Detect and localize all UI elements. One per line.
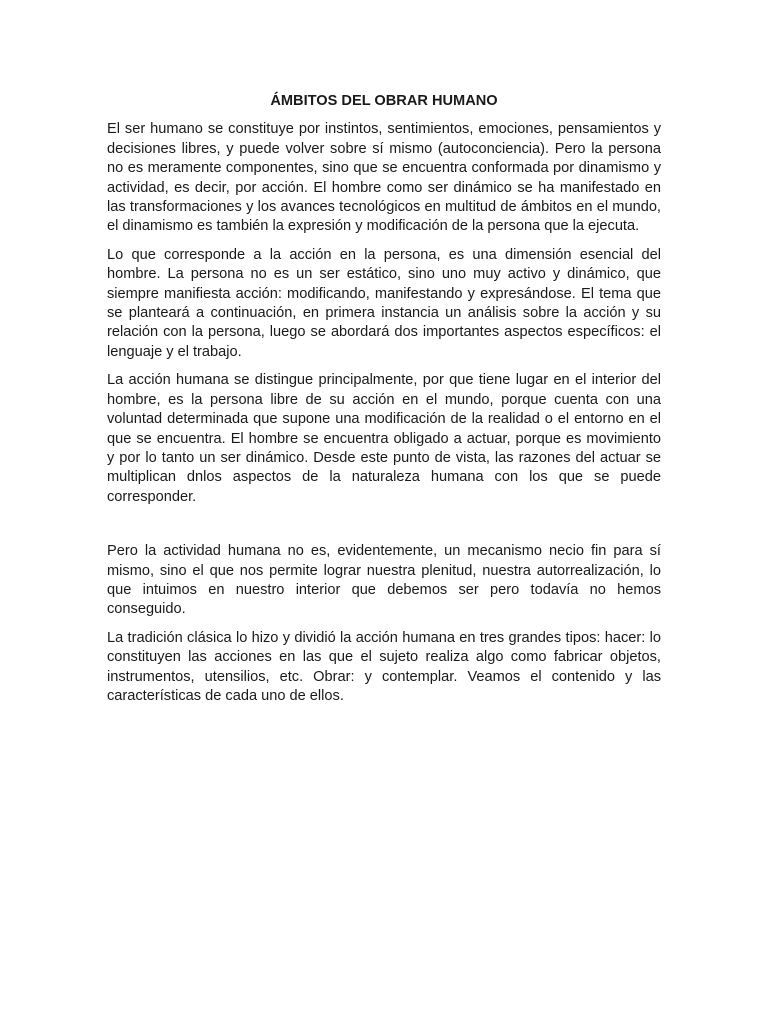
paragraph-3: La acción humana se distingue principalmente, por que tiene lugar en el interior del hombre, es la persona libre de su acción en el mundo, porque cuenta con una voluntad determinada que supone una modificación de la realidad o el entorno en el que se encuentra. El hombre se encuentra obligado a actuar, porque es movimiento y por lo tanto un ser dinámico. Desde este punto de vista, las razones del actuar se multiplican dnlos aspectos de la naturaleza humana con los que se puede corresponder. xyxy=(107,372,661,505)
paragraph-5: La tradición clásica lo hizo y dividió la acción humana en tres grandes tipos: hacer: lo constituyen las acciones en las que el sujeto realiza algo como fabricar objetos, instrumentos, utensilios, etc. Obrar: y contemplar. Veamos el contenido y las características de cada uno de ellos. xyxy=(107,629,661,704)
document-body xyxy=(107,92,661,715)
paragraph-2: Lo que corresponde a la acción en la persona, es una dimensión esencial del hombre. La persona no es un ser estático, sino uno muy activo y dinámico, que siempre manifiesta acción: modificando, manifestando y expresándose. El tema que se planteará a continuación, en primera instancia un análisis sobre la acción y su relación con la persona, luego se abordará dos importantes aspectos específicos: el lenguaje y el trabajo. xyxy=(107,246,661,360)
document-title: ÁMBITOS DEL OBRAR HUMANO xyxy=(270,93,498,109)
paragraph-4: Pero la actividad humana no es, evidentemente, un mecanismo necio fin para sí mismo, sino el que nos permite lograr nuestra plenitud, nuestra autorrealización, lo que intuimos en nuestro interior que debemos ser pero todavía no hemos conseguido. xyxy=(107,543,661,618)
paragraph-1: El ser humano se constituye por instintos, sentimientos, emociones, pensamientos y decisiones libres, y puede volver sobre sí mismo (autoconciencia). Pero la persona no es meramente componentes, sino que se encuentra conformada por dinamismo y actividad, es decir, por acción. El hombre como ser dinámico se ha manifestado en las transformaciones y los avances tecnológicos en multitud de ámbitos en el mundo, el dinamismo es también la expresión y modificación de la persona que la ejecuta. xyxy=(107,121,661,235)
